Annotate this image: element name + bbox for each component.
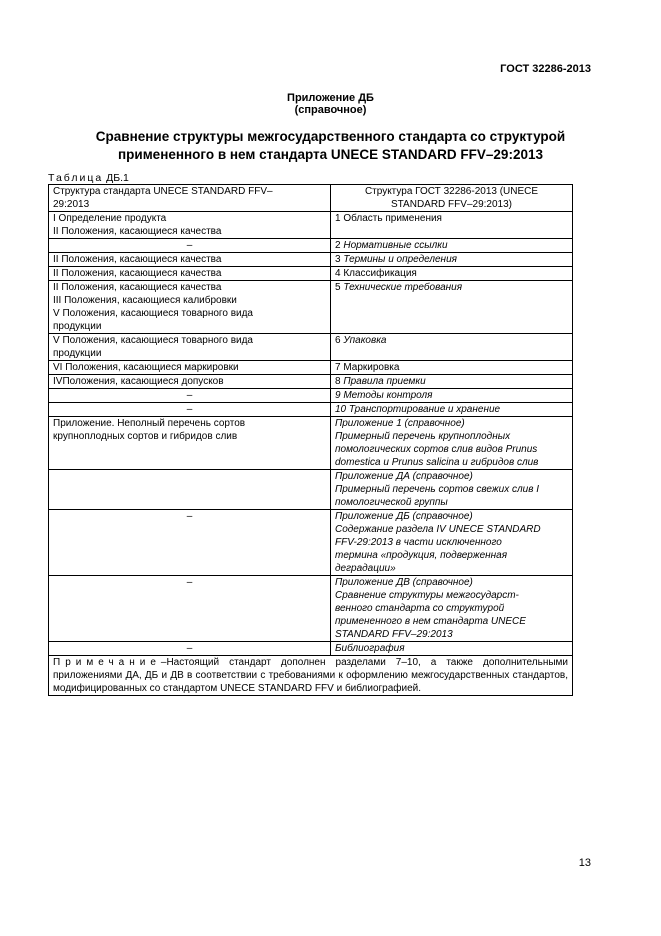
cell-text: Библиография (335, 643, 405, 654)
cell-text: domestica и Prunus salicina и гибридов слив (335, 457, 539, 468)
cell-text: примененного в нем стандарта UNECE (335, 616, 526, 627)
cell-text: Приложение ДБ (справочное) (335, 511, 473, 522)
cell-gost-structure (331, 576, 573, 642)
cell-source-structure (49, 253, 331, 267)
cell-text: STANDARD FFV–29:2013 (335, 629, 453, 640)
cell-text: 10 Транспортирование и хранение (335, 404, 501, 415)
header-left-line2: 29:2013 (53, 199, 90, 210)
cell-source-structure (49, 417, 331, 470)
cell-source-structure (49, 267, 331, 281)
cell-gost-structure (331, 361, 573, 375)
cell-gost-structure (331, 470, 573, 510)
cell-text (53, 470, 326, 483)
table-row (49, 253, 573, 267)
table-caption (48, 172, 129, 184)
cell-gost-structure (331, 389, 573, 403)
note-text: –Настоящий стандарт дополнен разделами 7–10, а также дополнительными приложениями ДА, ДБ и ДВ в соответствии с требованиями к оформлению межгосударственных стандартов, модифицированных со стандартом UNECE STANDARD FFV и библиографией. (53, 657, 568, 694)
note-row (49, 656, 573, 696)
cell-text: Приложение. Неполный перечень сортов (53, 418, 246, 429)
cell-source-structure (49, 389, 331, 403)
table-note (49, 656, 573, 696)
section-number: 6 (335, 335, 344, 346)
structure-comparison-table (48, 184, 573, 696)
cell-text: – (186, 643, 193, 654)
table-row (49, 510, 573, 576)
cell-gost-structure (331, 417, 573, 470)
cell-text: помологических сортов слив видов Prunus (335, 444, 538, 455)
cell-text: помологической группы (335, 497, 448, 508)
cell-text: V Положения, касающиеся товарного вида (53, 308, 253, 319)
cell-text: Правила приемки (343, 376, 426, 387)
cell-text: 4 Классификация (335, 268, 417, 279)
cell-text: II Положения, касающиеся качества (53, 282, 222, 293)
table-row (49, 417, 573, 470)
cell-source-structure (49, 334, 331, 361)
cell-gost-structure (331, 281, 573, 334)
cell-text: продукции (53, 348, 102, 359)
cell-text: 1 Область применения (335, 213, 442, 224)
cell-text: – (186, 240, 193, 251)
table-row (49, 281, 573, 334)
cell-text: IVПоложения, касающиеся допусков (53, 376, 224, 387)
cell-text: термина «продукция, подверженная (335, 550, 508, 561)
cell-text: Примерный перечень сортов свежих слив I (335, 484, 539, 495)
cell-text: деградации» (335, 563, 396, 574)
header-right-line1: Структура ГОСТ 32286-2013 (UNECE (364, 186, 539, 197)
cell-text: Приложение 1 (справочное) (335, 418, 465, 429)
header-left-line1: Структура стандарта UNECE STANDARD FFV– (53, 186, 273, 197)
section-number: 8 (335, 376, 344, 387)
cell-source-structure (49, 361, 331, 375)
cell-text: III Положения, касающиеся калибровки (53, 295, 237, 306)
cell-text: I Определение продукта (53, 213, 167, 224)
cell-text: Термины и определения (343, 254, 457, 265)
cell-gost-structure (331, 642, 573, 656)
section-number: 5 (335, 282, 344, 293)
table-row (49, 389, 573, 403)
appendix-subtitle: (справочное) (294, 104, 367, 116)
cell-text: – (186, 577, 193, 588)
section-number: 2 (335, 240, 344, 251)
cell-text: II Положения, касающиеся качества (53, 268, 222, 279)
cell-text: FFV-29:2013 в части исключенного (335, 537, 502, 548)
cell-text: V Положения, касающиеся товарного вида (53, 335, 253, 346)
table-row (49, 403, 573, 417)
cell-text: II Положения, касающиеся качества (53, 226, 222, 237)
cell-gost-structure (331, 253, 573, 267)
document-code: ГОСТ 32286-2013 (500, 63, 591, 75)
table-row (49, 212, 573, 239)
main-title-line1: Сравнение структуры межгосударственного стандарта со структурой (95, 129, 566, 144)
cell-source-structure (49, 281, 331, 334)
cell-gost-structure (331, 510, 573, 576)
appendix-title: Приложение ДБ (287, 92, 374, 104)
cell-text: Сравнение структуры межгосударст- (335, 590, 519, 601)
cell-gost-structure (331, 403, 573, 417)
cell-text: венного стандарта со структурой (335, 603, 505, 614)
cell-text: 7 Маркировка (335, 362, 400, 373)
table-header-row (49, 185, 573, 212)
cell-source-structure (49, 212, 331, 239)
table-row (49, 267, 573, 281)
main-title (48, 128, 613, 164)
cell-text: Приложение ДВ (справочное) (335, 577, 473, 588)
cell-text: Упаковка (343, 335, 387, 346)
cell-text: – (186, 511, 193, 522)
header-left (49, 185, 331, 212)
note-label: Примечание (53, 657, 161, 668)
cell-text: Содержание раздела IV UNECE STANDARD (335, 524, 541, 535)
header-right-line2: STANDARD FFV–29:2013) (391, 199, 512, 210)
table-row (49, 642, 573, 656)
cell-source-structure (49, 576, 331, 642)
cell-text: – (186, 404, 193, 415)
cell-gost-structure (331, 334, 573, 361)
cell-source-structure (49, 403, 331, 417)
cell-gost-structure (331, 375, 573, 389)
table-row (49, 334, 573, 361)
header-right (331, 185, 573, 212)
table-row (49, 470, 573, 510)
table-row (49, 576, 573, 642)
cell-text: VI Положения, касающиеся маркировки (53, 362, 239, 373)
main-title-line2: примененного в нем стандарта UNECE STANDARD FFV–29:2013 (118, 147, 543, 162)
cell-text: Нормативные ссылки (343, 240, 448, 251)
table-caption-number: ДБ.1 (103, 172, 129, 184)
cell-text: Приложение ДА (справочное) (335, 471, 473, 482)
page-number: 13 (578, 857, 591, 869)
table-row (49, 239, 573, 253)
cell-text: – (186, 390, 193, 401)
table-row (49, 375, 573, 389)
cell-text: 9 Методы контроля (335, 390, 433, 401)
cell-text: Технические требования (343, 282, 463, 293)
cell-source-structure (49, 470, 331, 510)
cell-gost-structure (331, 267, 573, 281)
cell-source-structure (49, 642, 331, 656)
cell-source-structure (49, 510, 331, 576)
cell-gost-structure (331, 212, 573, 239)
cell-text: II Положения, касающиеся качества (53, 254, 222, 265)
cell-text: крупноплодных сортов и гибридов слив (53, 431, 238, 442)
section-number: 3 (335, 254, 344, 265)
cell-gost-structure (331, 239, 573, 253)
table-row (49, 361, 573, 375)
cell-text: Примерный перечень крупноплодных (335, 431, 511, 442)
cell-text: продукции (53, 321, 102, 332)
table-caption-label: Таблица (48, 172, 104, 184)
cell-source-structure (49, 239, 331, 253)
cell-source-structure (49, 375, 331, 389)
